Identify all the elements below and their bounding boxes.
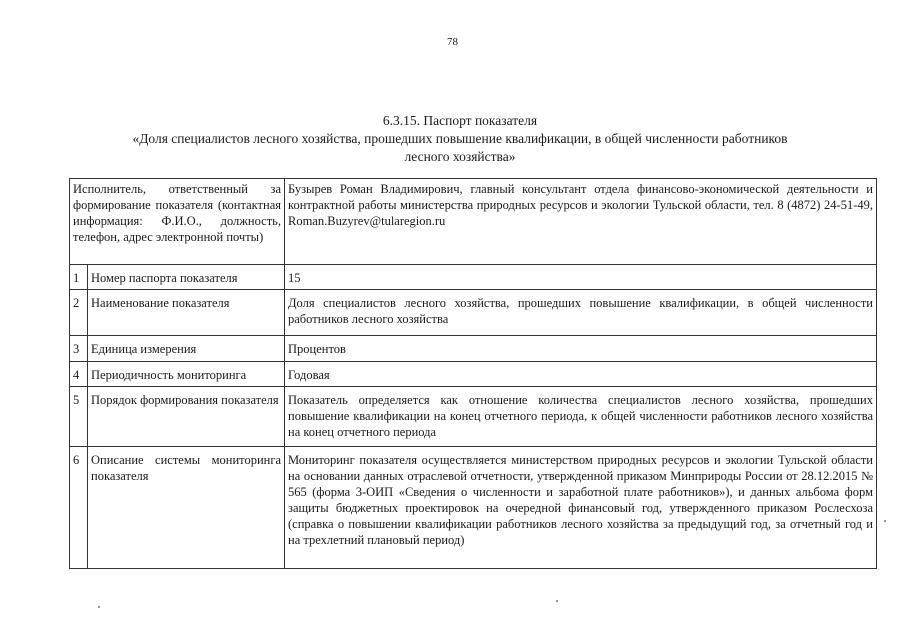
row-number: 2: [70, 290, 88, 336]
table-row: [70, 290, 877, 336]
scan-speck: [556, 600, 558, 602]
row-value: Процентов: [285, 336, 877, 362]
row-label: Наименование показателя: [88, 290, 285, 336]
title-line-2: «Доля специалистов лесного хозяйства, прошедших повышение квалификации, в общей численности работников: [132, 131, 788, 146]
row-number: 1: [70, 265, 88, 290]
row-value: Доля специалистов лесного хозяйства, прошедших повышение квалификации, в общей численности работников лесного хозяйства: [285, 290, 877, 336]
row-number: 4: [70, 362, 88, 387]
table-row: [70, 265, 877, 290]
executor-label: Исполнитель, ответственный за формирование показателя (контактная информация: Ф.И.О., должность, телефон, адрес электронной почты): [70, 179, 285, 265]
row-value: Показатель определяется как отношение количества специалистов лесного хозяйства, прошедших повышение квалификации на конец отчетного периода, к общей численности работников лесного хозяйства на конец отчетного периода: [285, 387, 877, 447]
page-number: 78: [447, 36, 458, 48]
row-number: 3: [70, 336, 88, 362]
table-row: [70, 362, 877, 387]
row-value: Мониторинг показателя осуществляется министерством природных ресурсов и экологии Тульской области на основании данных отраслевой отчетности, утвержденной приказом Минприроды России от 28.12.2015 № 565 (форма 3-ОИП «Сведения о численности и заработной плате работников»), и данных альбома форм защиты бюджетных проектировок на очередной финансовый год, утвержденного приказом Рослесхоза (справка о повышении квалификации работников лесного хозяйства за предыдущий год, за отчетный год и на трехлетний плановый период): [285, 447, 877, 569]
table-row-executor: [70, 179, 877, 265]
table-row: [70, 336, 877, 362]
title-line-1: 6.3.15. Паспорт показателя: [382, 113, 538, 128]
scan-speck: [98, 606, 100, 608]
row-label: Описание системы мониторинга показателя: [88, 447, 285, 569]
title-line-3: лесного хозяйства»: [404, 149, 516, 164]
row-number: 6: [70, 447, 88, 569]
passport-title: [60, 112, 860, 166]
row-number: 5: [70, 387, 88, 447]
row-label: Номер паспорта показателя: [88, 265, 285, 290]
row-value: 15: [285, 265, 877, 290]
row-value: Годовая: [285, 362, 877, 387]
executor-value: Бузырев Роман Владимирович, главный консультант отдела финансово-экономической деятельности и контрактной работы министерства природных ресурсов и экологии Тульской области, тел. 8 (4872) 24-51-49, Roman.Buzyrev@tularegion.ru: [285, 179, 877, 265]
table-row: [70, 447, 877, 569]
table-row: [70, 387, 877, 447]
row-label: Периодичность мониторинга: [88, 362, 285, 387]
scan-speck: [884, 520, 886, 522]
row-label: Порядок формирования показателя: [88, 387, 285, 447]
row-label: Единица измерения: [88, 336, 285, 362]
passport-table: [69, 178, 877, 569]
